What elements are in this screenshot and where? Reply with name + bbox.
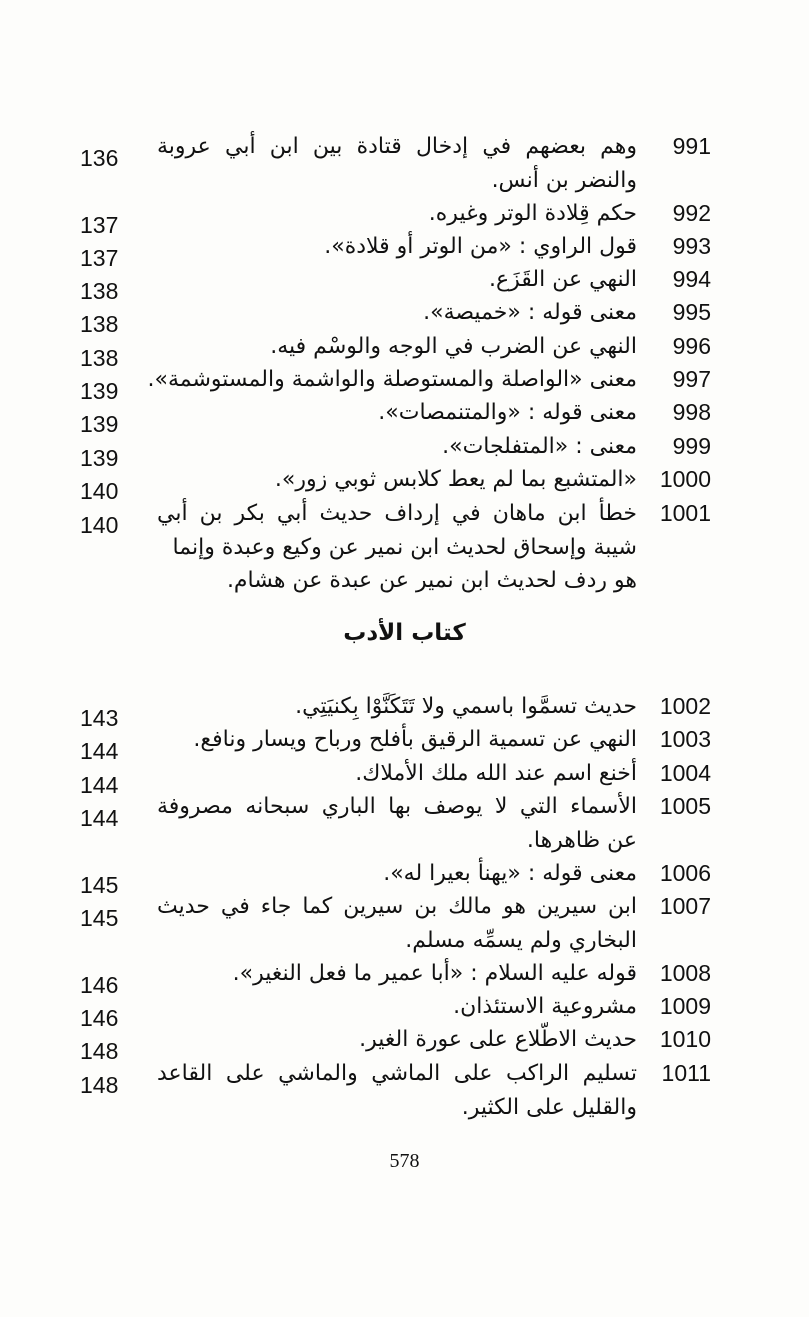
entry-title-line: ابن سيرين هو مالك بن سيرين كما جاء في حديث <box>157 894 637 919</box>
entry-page-ref: 146 <box>80 972 119 998</box>
entry-number: 1001 <box>659 500 711 526</box>
entry-title-line: خطأ ابن ماهان في إرداف حديث أبي بكر بن أبي <box>157 501 637 526</box>
entry-title-line: النهي عن القَزَع. <box>489 267 637 292</box>
entry-page-ref: 143 <box>80 705 119 731</box>
entry-number: 1007 <box>659 893 711 919</box>
entry-page-ref: 144 <box>80 738 119 764</box>
entry-page-ref: 138 <box>80 345 119 371</box>
entry-number: 1003 <box>659 726 711 752</box>
entry-title-line: والقليل على الكثير. <box>461 1094 637 1120</box>
entry-title-line: عن ظاهرها. <box>526 827 637 853</box>
entry-page-ref: 148 <box>80 1072 119 1098</box>
entry-number: 1000 <box>659 466 711 492</box>
entry-title-line: هو ردف لحديث ابن نمير عن عبدة عن هشام. <box>226 568 637 593</box>
entry-title <box>157 296 637 330</box>
entry-title-line: معنى قوله : «والمتنمصات». <box>378 400 637 425</box>
page-number: 578 <box>389 1150 420 1172</box>
entry-title <box>157 1023 637 1057</box>
entry-page-ref: 146 <box>80 1005 119 1031</box>
entry-title <box>157 263 637 297</box>
section-heading: كتاب الأدب <box>343 620 466 646</box>
entry-page-ref: 139 <box>80 378 119 404</box>
entry-page-ref: 148 <box>80 1038 119 1064</box>
entry-title-line: معنى قوله : «خميصة». <box>423 300 637 325</box>
entry-title-line: النهي عن الضرب في الوجه والوسْم فيه. <box>270 334 637 359</box>
entry-page-ref: 140 <box>80 478 119 504</box>
entry-title <box>157 330 637 364</box>
entry-title-line: تسليم الراكب على الماشي والماشي على القاعد <box>157 1061 637 1086</box>
entry-title <box>157 130 637 197</box>
entry-page-ref: 136 <box>80 145 119 171</box>
entry-number: 998 <box>672 399 711 425</box>
entry-number: 1009 <box>659 993 711 1019</box>
entry-number: 1005 <box>659 793 711 819</box>
entry-title-line: معنى قوله : «يهنأ بعيرا له». <box>383 861 637 886</box>
entry-title <box>157 463 637 497</box>
entry-title <box>157 690 637 724</box>
entry-title <box>157 197 637 231</box>
entry-title <box>157 757 637 791</box>
entry-number: 997 <box>672 366 711 392</box>
entry-title <box>157 957 637 991</box>
entry-page-ref: 145 <box>80 905 119 931</box>
entry-title-line: حكم قِلادة الوتر وغيره. <box>428 201 637 226</box>
entry-title-line: قول الراوي : «من الوتر أو قلادة». <box>324 234 637 259</box>
entry-title <box>157 396 637 430</box>
entry-title-line: «المتشبع بما لم يعط كلابس ثوبي زور». <box>274 467 637 492</box>
entry-number: 1011 <box>661 1060 711 1086</box>
entry-title <box>157 723 637 757</box>
entry-number: 1006 <box>659 860 711 886</box>
entry-number: 995 <box>672 299 711 325</box>
entry-page-ref: 138 <box>80 311 119 337</box>
entry-title <box>157 430 637 464</box>
entry-title-line: النهي عن تسمية الرقيق بأفلح ورباح ويسار ونافع. <box>193 727 637 752</box>
entry-number: 1004 <box>659 760 711 786</box>
entry-page-ref: 138 <box>80 278 119 304</box>
entry-number: 992 <box>672 200 711 226</box>
entry-number: 993 <box>672 233 711 259</box>
entry-title-line: أخنع اسم عند الله ملك الأملاك. <box>355 761 637 786</box>
entry-title <box>157 230 637 264</box>
entry-page-ref: 139 <box>80 411 119 437</box>
entry-number: 1008 <box>659 960 711 986</box>
entry-page-ref: 137 <box>80 212 119 238</box>
entry-title-line: قوله عليه السلام : «أبا عمير ما فعل النغير». <box>232 961 637 986</box>
entry-number: 991 <box>672 133 711 159</box>
entry-title-line: شيبة وإسحاق لحديث ابن نمير عن وكيع وعبدة وإنما <box>172 534 637 560</box>
entry-title <box>157 1057 637 1124</box>
entry-title <box>157 890 637 957</box>
entry-title <box>147 363 637 397</box>
entry-page-ref: 137 <box>80 245 119 271</box>
entry-title-line: الأسماء التي لا يوصف بها الباري سبحانه مصروفة <box>157 794 637 819</box>
entry-title <box>157 790 637 857</box>
entry-title-line: وهم بعضهم في إدخال قتادة بين ابن أبي عروبة <box>157 134 637 159</box>
entry-page-ref: 144 <box>80 805 119 831</box>
entry-title-line: حديث تسمَّوا باسمي ولا تَتَكَنَّوْا بِكنيَتِي. <box>295 694 637 719</box>
entry-title-line: معنى «الواصلة والمستوصلة والواشمة والمستوشمة». <box>147 367 637 392</box>
entry-title-line: البخاري ولم يسمِّه مسلم. <box>405 927 637 953</box>
entry-page-ref: 139 <box>80 445 119 471</box>
entry-title <box>157 857 637 891</box>
entry-number: 994 <box>672 266 711 292</box>
entry-number: 1002 <box>659 693 711 719</box>
entry-title <box>157 497 637 598</box>
entry-title <box>157 990 637 1024</box>
entry-title-line: حديث الاطّلاع على عورة الغير. <box>359 1027 637 1052</box>
entry-page-ref: 145 <box>80 872 119 898</box>
entry-number: 999 <box>672 433 711 459</box>
entry-page-ref: 144 <box>80 772 119 798</box>
entry-title-line: معنى : «المتفلجات». <box>442 434 637 459</box>
entry-title-line: والنضر بن أنس. <box>491 167 637 193</box>
entry-page-ref: 140 <box>80 512 119 538</box>
entry-number: 1010 <box>659 1026 711 1052</box>
entry-title-line: مشروعية الاستئذان. <box>453 994 637 1019</box>
entry-number: 996 <box>672 333 711 359</box>
